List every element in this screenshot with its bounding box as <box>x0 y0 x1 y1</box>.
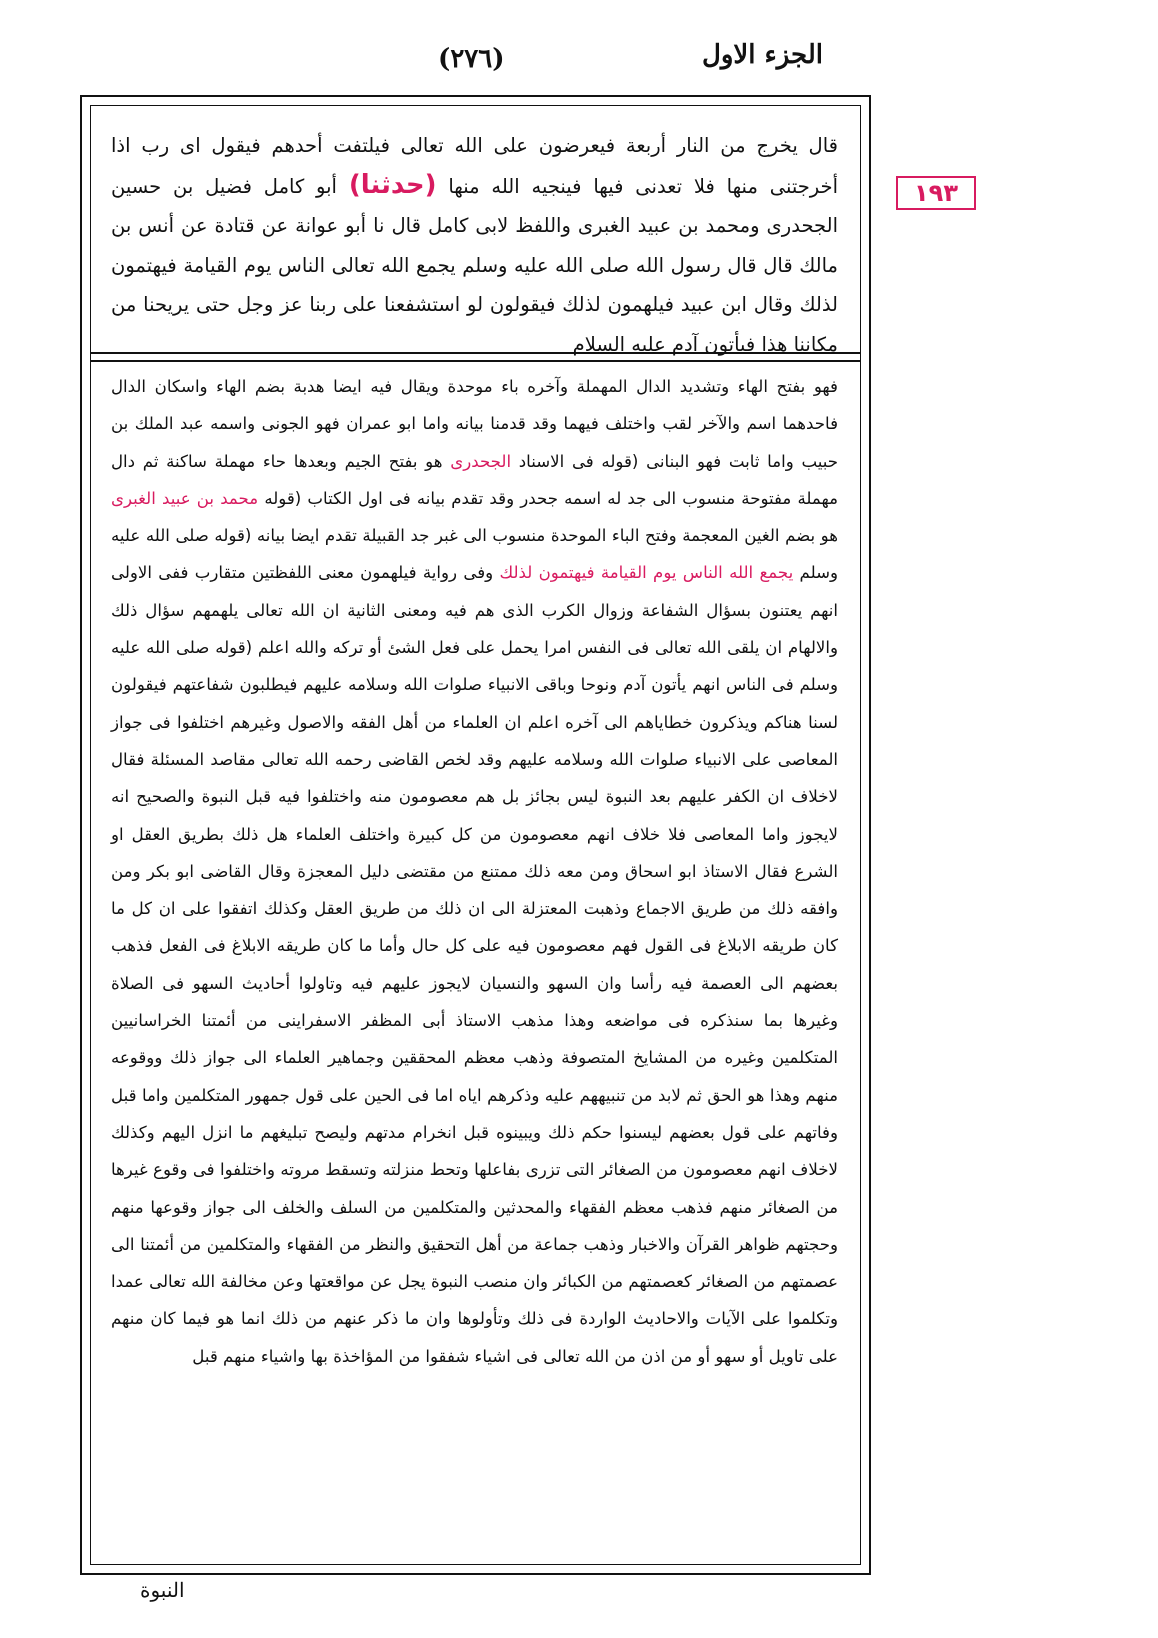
commentary-part-1: فهو بفتح الهاء وتشديد الدال المهملة وآخره باء موحدة ويقال فيه ايضا هدبة بضم الهاء واسكان الدال فاحدهما اسم والآخر لقب واختلف فيهما وقد قدمنا بيانه واما ابو عمران فهو الجونى واسمه عبد الملك بن حبيب واما ثابت فهو البنانى (قوله فى الاسناد <box>111 377 839 471</box>
highlight-jahdari: الجحدرى <box>450 451 512 471</box>
section-divider <box>91 352 860 362</box>
commentary-part-4: وفى رواية فيلهمون معنى اللفظتين متقارب ففى الاولى انهم يعتنون بسؤال الشفاعة وزوال الكرب الذى هم فيه ومعنى الثانية ان الله تعالى يلهمهم سؤال ذلك والالهام ان يلقى الله تعالى فى النفس امرا يحمل على فعل الشئ أو تركه والله اعلم (قوله صلى الله عليه وسلم فى الناس انهم يأتون آدم ونوحا وباقى الانبياء صلوات الله وسلامه عليهم فيطلبون شفاعتهم فيقولون لسنا هناكم ويذكرون خطاياهم الى آخره اعلم ان العلماء من أهل الفقه والاصول وغيرهم اختلفوا فى جواز المعاصى على الانبياء صلوات الله وسلامه عليهم وقد لخص القاضى رحمه الله تعالى مقاصد المسئلة فقال لاخلاف ان الكفر عليهم بعد النبوة ليس بجائز بل هم معصومون منه واختلفوا فيه قبل النبوة والصحيح انه لايجوز واما المعاصى فلا خلاف انهم معصومون من كل كبيرة واختلف العلماء هل ذلك بطريق العقل او الشرع فقال الاستاذ ابو اسحاق ومن معه ذلك ممتنع من مقتضى دليل المعجزة وقال القاضى ابو بكر ومن وافقه ذلك من طريق الاجماع وذهبت المعتزلة الى ان ذلك من طريق العقل وكذلك اتفقوا على ان كل ما كان طريقه الابلاغ فى القول فهم معصومون فيه على كل حال وأما ما كان طريقه الابلاغ فى الفعل فذهب بعضهم الى العصمة فيه رأسا وان السهو والنسيان لايجوز عليهم فيه وتاولوا أحاديث السهو فى الصلاة وغيرها بما سنذكره فى مواضعه وهذا مذهب الاستاذ أبى المظفر الاسفراينى من أئمتنا الخراسانيين المتكلمين وغيره من المشايخ المتصوفة وذهب معظم المحققين وجماهير العلماء الى جواز ذلك ووقوعه منهم وهذا هو الحق ثم لابد من تنبيههم عليه وذكرهم اياه اما فى الحين على قول جمهور المتكلمين واما قبل وفاتهم على قول بعضهم ليسنوا حكم ذلك ويبينوه قبل انخرام مدتهم وليصح تبليغهم ما انزل اليهم وكذلك لاخلاف انهم معصومون من الصغائر التى تزرى بفاعلها وتحط منزلته وتسقط مروته واختلفوا فى وقوع غيرها من الصغائر منهم فذهب معظم الفقهاء والمحدثين والمتكلمين من السلف والخلف الى جواز وقوعها منهم وحجتهم ظواهر القرآن والاخبار وذهب جماعة من أهل التحقيق والنظر من الفقهاء والمتكلمين من أئمتنا الى عصمتهم من الصغائر كعصمتهم من الكبائر وان منصب النبوة يجل عن مواقعتها وعن مخالفة الله تعالى عمدا وتكلموا على الآيات والاحاديث الواردة فى ذلك وتأولوها وان ما ذكر عنهم من ذلك انما هو فيما كان منهم على تاويل أو سهو أو من اذن من الله تعالى فى اشياء شفقوا من المؤاخذة بها واشياء منهم قبل <box>111 563 838 1366</box>
matn-part-1: قال يخرج من النار أربعة فيعرضون على الله تعالى فيلتفت أحدهم فيقول اى رب اذا أخرجتنى منها فلا تعدنى فيها فينجيه الله منها <box>111 134 839 198</box>
part-title: الجزء الاول <box>701 40 823 70</box>
commentary-text <box>111 368 838 1375</box>
page-frame <box>80 95 871 1575</box>
matn-text <box>111 126 838 364</box>
highlight-yajmau: يجمع الله الناس يوم القيامة فيهتمون لذلك <box>499 563 794 583</box>
matn-part-2: أبو كامل فضيل بن حسين الجحدرى ومحمد بن عبيد الغبرى واللفظ لابى كامل قال نا أبو عوانة عن قتادة عن أنس بن مالك قال قال رسول الله صلى الله عليه وسلم يجمع الله تعالى الناس يوم القيامة فيهتمون لذلك وقال ابن عبيد فيلهمون لذلك فيقولون لو استشفعنا على ربنا عز وجل حتى يريحنا من مكاننا هذا فيأتون آدم عليه السلام <box>111 174 838 356</box>
haddathana-marker: (حدثنا) <box>348 169 437 200</box>
commentary-part-2: هو بفتح الجيم وبعدها حاء مهملة ساكنة ثم دال مهملة مفتوحة منسوب الى جد له اسمه جحدر وقد تقدم بيانه فى اول الكتاب (قوله <box>111 451 839 508</box>
highlight-ghubari: محمد بن عبيد الغبرى <box>111 488 259 508</box>
page-number: (٢٧٦) <box>438 44 505 74</box>
hadith-number-badge: ١٩٣ <box>896 176 976 210</box>
commentary-part-3: هو بضم الغين المعجمة وفتح الباء الموحدة منسوب الى غبر جد القبيلة تقدم ايضا بيانه (قوله صلى الله عليه وسلم <box>111 526 838 583</box>
catchword: النبوة <box>140 1578 185 1602</box>
page-frame-inner <box>90 105 861 1565</box>
